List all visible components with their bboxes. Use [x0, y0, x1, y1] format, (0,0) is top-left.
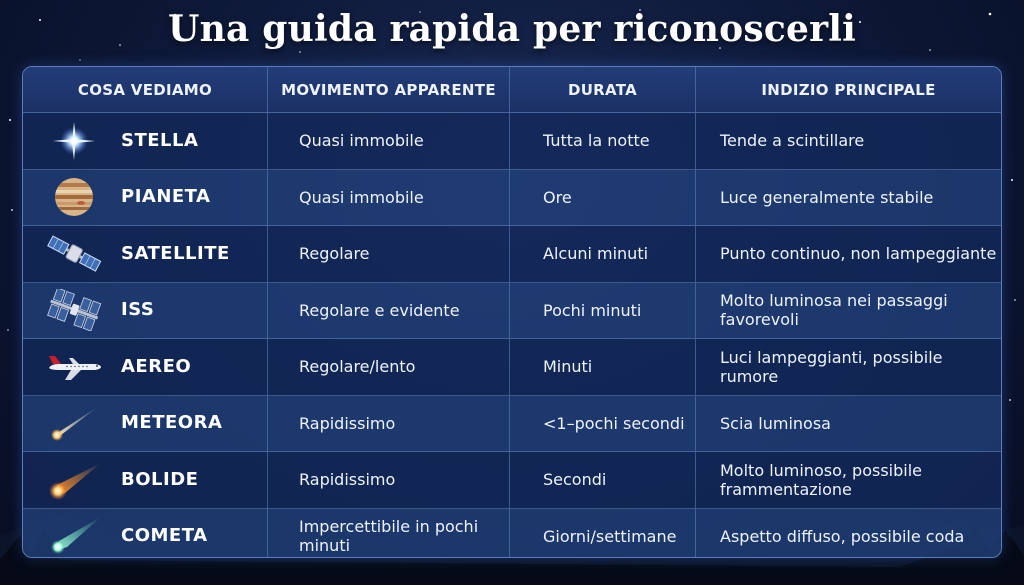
clue-cell: Tende a scintillare — [720, 131, 865, 151]
table-row — [23, 170, 1001, 227]
table-header-row — [23, 67, 1001, 113]
header-cosa-vediamo: COSA VEDIAMO — [23, 67, 268, 112]
movement-cell: Impercettibile in pochi minuti — [268, 509, 510, 559]
object-cell — [23, 339, 268, 395]
table-row — [23, 509, 1001, 559]
page-title: Una guida rapida per riconoscerli — [168, 8, 856, 50]
duration-cell: Secondi — [510, 452, 696, 508]
airplane-icon — [45, 346, 103, 388]
clue-cell: Luce generalmente stabile — [720, 187, 934, 207]
movement-cell: Rapidissimo — [268, 452, 510, 508]
movement-cell: Quasi immobile — [268, 113, 510, 169]
table-row — [23, 113, 1001, 170]
table-row — [23, 452, 1001, 509]
object-cell — [23, 170, 268, 226]
table-row — [23, 396, 1001, 453]
clue-cell: Luci lampeggianti, possibile rumore — [720, 347, 943, 386]
comparison-table — [22, 66, 1002, 558]
object-cell — [23, 283, 268, 339]
clue-cell: Scia luminosa — [720, 413, 831, 433]
table-row — [23, 283, 1001, 340]
object-name: AEREO — [121, 355, 192, 377]
duration-cell: <1–pochi secondi — [510, 396, 696, 452]
clue-cell: Molto luminosa nei passaggi favorevoli — [720, 291, 948, 330]
object-name: ISS — [121, 299, 155, 321]
object-cell — [23, 452, 268, 508]
object-name: BOLIDE — [121, 468, 199, 490]
star-icon — [45, 120, 103, 162]
object-name: METEORA — [121, 412, 223, 434]
duration-cell: Tutta la notte — [510, 113, 696, 169]
header-movimento-apparente: MOVIMENTO APPARENTE — [268, 67, 510, 112]
fireball-icon — [45, 459, 103, 501]
clue-cell: Molto luminoso, possibile frammentazione — [720, 460, 922, 499]
planet-icon — [45, 176, 103, 218]
duration-cell: Giorni/settimane — [510, 509, 696, 559]
movement-cell: Regolare — [268, 226, 510, 282]
movement-cell: Regolare e evidente — [268, 283, 510, 339]
movement-cell: Rapidissimo — [268, 396, 510, 452]
movement-cell: Quasi immobile — [268, 170, 510, 226]
table-row — [23, 226, 1001, 283]
header-indizio-principale: INDIZIO PRINCIPALE — [761, 80, 936, 99]
clue-cell: Aspetto diffuso, possibile coda — [720, 526, 965, 546]
duration-cell: Ore — [510, 170, 696, 226]
table-row — [23, 339, 1001, 396]
satellite-icon — [45, 233, 103, 275]
space-station-icon — [45, 289, 103, 331]
comet-icon — [45, 515, 103, 557]
header-durata: DURATA — [510, 67, 696, 112]
object-cell — [23, 113, 268, 169]
object-name: SATELLITE — [121, 242, 230, 264]
duration-cell: Pochi minuti — [510, 283, 696, 339]
object-name: STELLA — [121, 129, 199, 151]
object-name: COMETA — [121, 525, 208, 547]
duration-cell: Alcuni minuti — [510, 226, 696, 282]
clue-cell: Punto continuo, non lampeggiante — [720, 244, 997, 264]
movement-cell: Regolare/lento — [268, 339, 510, 395]
meteor-icon — [45, 402, 103, 444]
object-cell — [23, 396, 268, 452]
duration-cell: Minuti — [510, 339, 696, 395]
object-cell — [23, 226, 268, 282]
object-cell — [23, 509, 268, 559]
object-name: PIANETA — [121, 186, 211, 208]
